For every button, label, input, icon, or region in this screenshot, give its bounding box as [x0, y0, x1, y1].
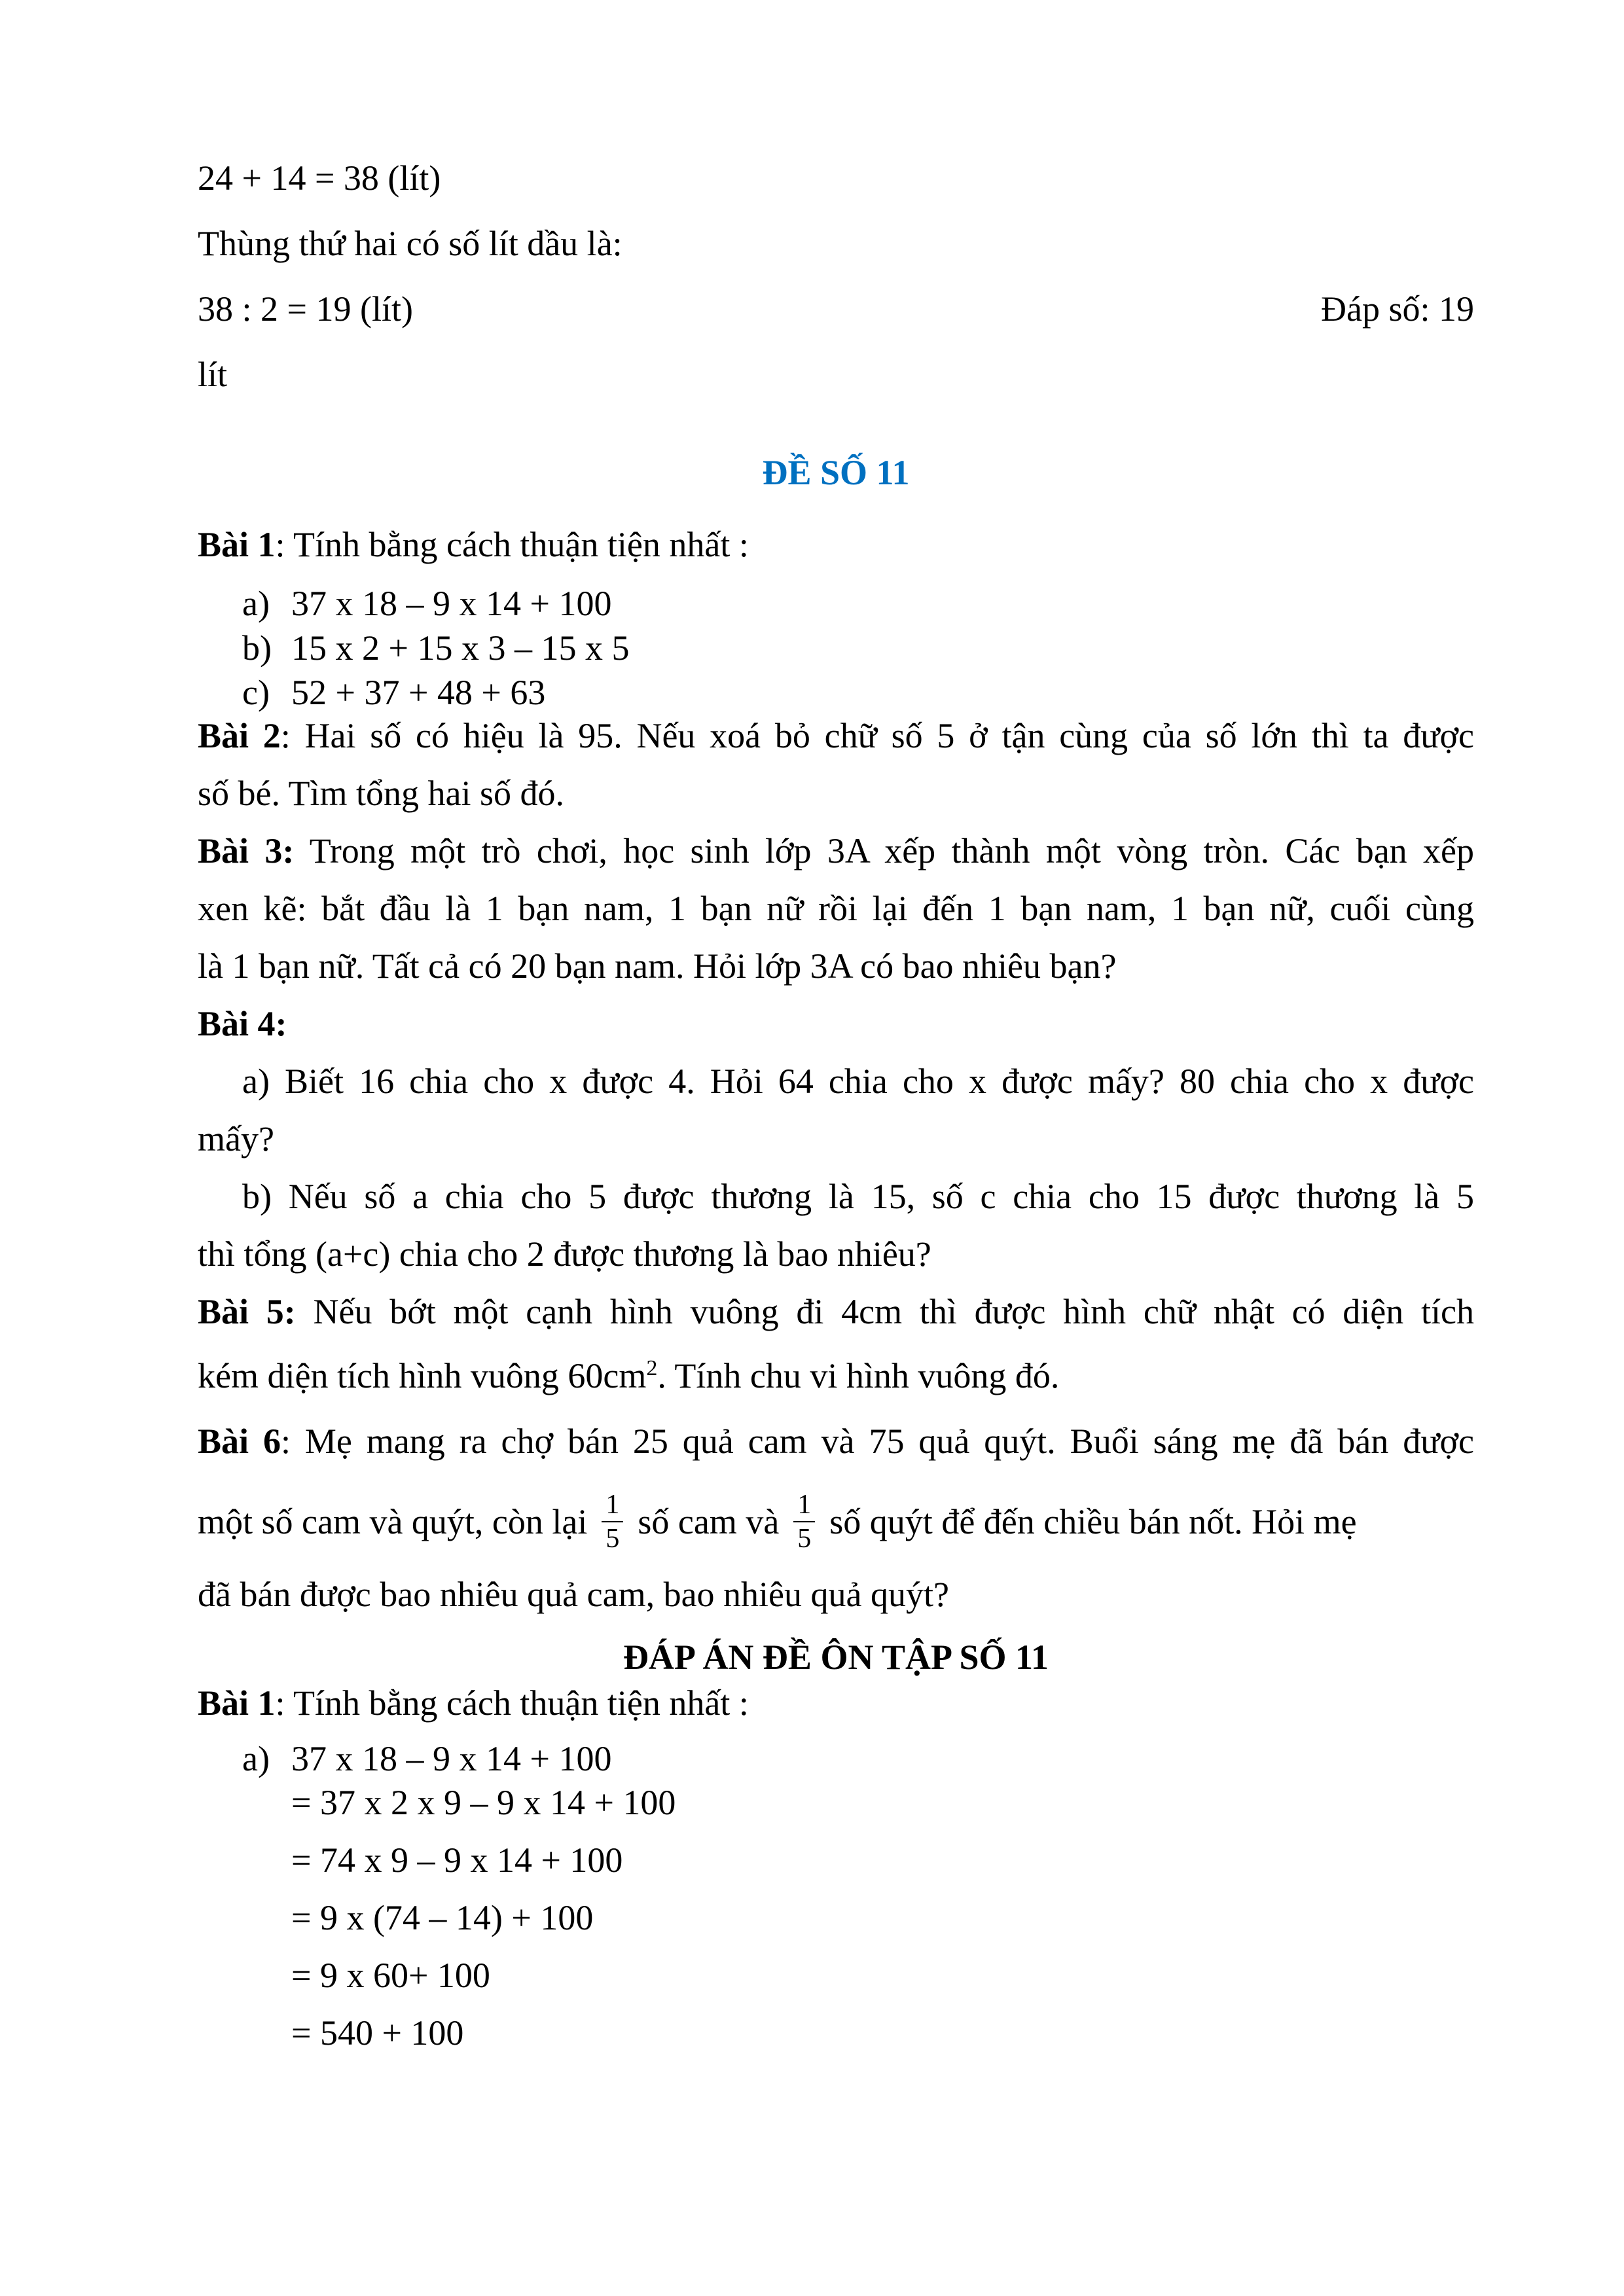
exam-title: ĐỀ SỐ 11 — [762, 453, 910, 492]
bai6-text-2a: một số cam và quýt, còn lại — [198, 1502, 588, 1541]
fraction-quyt — [793, 1488, 815, 1555]
bai1-item-c-expr: 52 + 37 + 48 + 63 — [291, 673, 546, 712]
bai1-item-b-label: b) — [242, 628, 272, 668]
bai6-text-2c: số quýt để đến chiều bán nốt. Hỏi mẹ — [829, 1502, 1357, 1541]
answer-title: ĐÁP ÁN ĐỀ ÔN TẬP SỐ 11 — [623, 1638, 1049, 1677]
answer-step: = 74 x 9 – 9 x 14 + 100 — [291, 1840, 623, 1880]
bai5-label: Bài 5: — [198, 1292, 296, 1331]
fraction-quyt-numerator: 1 — [793, 1488, 815, 1522]
bai3-text-1: Trong một trò chơi, học sinh lớp 3A xếp thành một vòng tròn. Các bạn xếp — [294, 831, 1474, 870]
fraction-quyt-denominator: 5 — [797, 1523, 812, 1554]
answer-bai1-label: Bài 1 — [198, 1683, 276, 1723]
bai5-line-2 — [198, 1355, 1474, 1397]
fraction-cam-denominator: 5 — [605, 1523, 620, 1554]
bai1-text: : Tính bằng cách thuận tiện nhất : — [275, 525, 749, 564]
bai1-label: Bài 1 — [198, 525, 276, 564]
answer-step: = 540 + 100 — [291, 2013, 464, 2053]
bai6-label: Bài 6 — [198, 1422, 281, 1461]
bai3-line-1 — [198, 830, 1474, 872]
answer-bai1-heading — [198, 1682, 1474, 1724]
bai1-item-b-expr: 15 x 2 + 15 x 3 – 15 x 5 — [291, 628, 630, 668]
carry-line-2: Thùng thứ hai có số lít dầu là: — [198, 224, 623, 263]
bai6-text-1: : Mẹ mang ra chợ bán 25 quả cam và 75 quả quýt. Buổi sáng mẹ đã bán được — [280, 1422, 1474, 1461]
bai6-line-3: đã bán được bao nhiêu quả cam, bao nhiêu quả quýt? — [198, 1575, 949, 1614]
carry-line-3 — [198, 288, 1474, 330]
fraction-cam — [602, 1488, 623, 1555]
answer-bai1-a — [242, 1738, 1474, 1780]
bai5-superscript: 2 — [646, 1356, 658, 1380]
bai3-label: Bài 3: — [198, 831, 295, 870]
carry-line-4: lít — [198, 355, 228, 394]
bai1-heading — [198, 524, 1474, 565]
bai1-item-a-label: a) — [242, 584, 270, 623]
fraction-cam-numerator: 1 — [602, 1488, 623, 1522]
bai5-text-2a: kém diện tích hình vuông 60cm — [198, 1356, 647, 1395]
bai4-label: Bài 4: — [198, 1004, 287, 1043]
answer-step: = 9 x (74 – 14) + 100 — [291, 1898, 594, 1937]
bai1-item-a — [242, 583, 1474, 624]
bai6-line-2 — [198, 1479, 1474, 1564]
bai4-a-line-1: a) Biết 16 chia cho x được 4. Hỏi 64 chia cho x được mấy? 80 chia cho x được — [242, 1062, 1474, 1101]
carry-answer: Đáp số: 19 — [1321, 289, 1474, 329]
answer-step: = 37 x 2 x 9 – 9 x 14 + 100 — [291, 1783, 676, 1822]
carry-calc: 38 : 2 = 19 (lít) — [198, 289, 413, 329]
bai4-b-line-2: thì tổng (a+c) chia cho 2 được thương là bao nhiêu? — [198, 1234, 931, 1274]
bai1-item-c-label: c) — [242, 673, 270, 712]
bai3-line-3: là 1 bạn nữ. Tất cả có 20 bạn nam. Hỏi lớp 3A có bao nhiêu bạn? — [198, 946, 1117, 986]
carry-line-1: 24 + 14 = 38 (lít) — [198, 158, 441, 198]
bai5-text-2b: . Tính chu vi hình vuông đó. — [657, 1356, 1060, 1395]
bai2-line-2: số bé. Tìm tổng hai số đó. — [198, 774, 564, 813]
bai2-line-1 — [198, 715, 1474, 757]
bai4-b-line-1: b) Nếu số a chia cho 5 được thương là 15, số c chia cho 15 được thương là 5 — [242, 1177, 1474, 1216]
bai1-item-c — [242, 672, 1474, 713]
bai6-text-2b: số cam và — [638, 1502, 780, 1541]
bai3-line-2: xen kẽ: bắt đầu là 1 bạn nam, 1 bạn nữ rồi lại đến 1 bạn nam, 1 bạn nữ, cuối cùng — [198, 889, 1474, 928]
bai4-a-line-2: mấy? — [198, 1119, 274, 1158]
answer-step: = 9 x 60+ 100 — [291, 1956, 490, 1995]
bai5-line-1 — [198, 1291, 1474, 1333]
bai2-text-1: : Hai số có hiệu là 95. Nếu xoá bỏ chữ số 5 ở tận cùng của số lớn thì ta được — [280, 716, 1474, 755]
answer-bai1-text: : Tính bằng cách thuận tiện nhất : — [275, 1683, 749, 1723]
bai5-text-1: Nếu bớt một cạnh hình vuông đi 4cm thì được hình chữ nhật có diện tích — [295, 1292, 1474, 1331]
bai6-line-1 — [198, 1420, 1474, 1462]
answer-bai1-a-expr: 37 x 18 – 9 x 14 + 100 — [291, 1739, 612, 1778]
answer-bai1-a-label: a) — [242, 1739, 270, 1778]
bai2-label: Bài 2 — [198, 716, 281, 755]
bai1-item-a-expr: 37 x 18 – 9 x 14 + 100 — [291, 584, 612, 623]
bai1-item-b — [242, 627, 1474, 669]
